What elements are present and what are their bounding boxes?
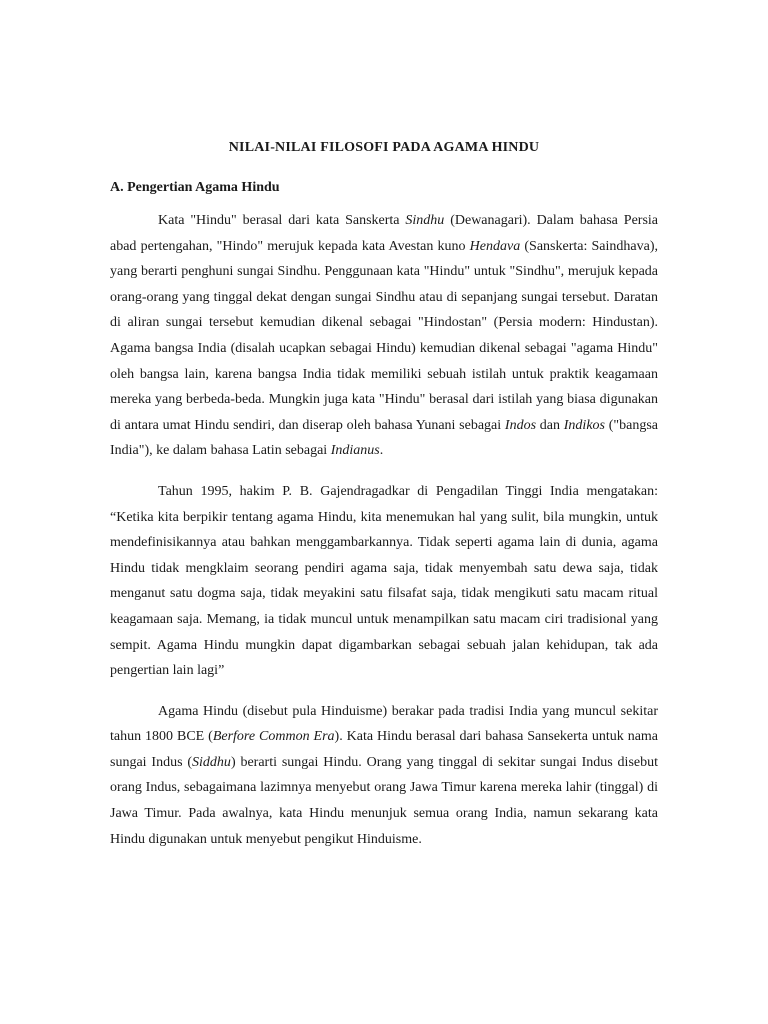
text-run: Kata "Hindu" berasal dari kata Sanskerta xyxy=(158,213,406,228)
paragraph-2 xyxy=(110,479,658,684)
text-run: ). Kata Hindu berasal dari bahasa Sansekerta untuk nama sungai Indus ( xyxy=(110,729,659,770)
paragraph-3 xyxy=(110,699,658,853)
paragraph-1 xyxy=(110,208,658,464)
italic-term: Indianus xyxy=(330,443,380,459)
text-run: dan xyxy=(536,417,564,433)
text-run: . xyxy=(379,443,384,459)
italic-term: Berfore Common Era xyxy=(212,729,335,745)
italic-term: Siddhu xyxy=(192,754,231,770)
italic-term: Sindhu xyxy=(405,213,445,228)
text-run: ("bangsa India"), ke dalam bahasa Latin sebagai xyxy=(110,417,658,459)
text-run: (Dewanagari). Dalam bahasa Persia abad pertengahan, "Hindo" merujuk kepada kata Avestan kuno xyxy=(110,213,658,254)
text-run: ) berarti sungai Hindu. Orang yang tinggal di sekitar sungai Indus disebut orang Indus, sebagaimana lazimnya menyebut orang Jawa Timur karena mereka lahir (tinggal) di Jawa Timur. Pada awalnya, kata Hindu menunjuk semua orang India, namun sekarang kata Hindu digunakan untuk menyebut pengikut Hinduisme. xyxy=(110,754,659,847)
italic-term: Hendava xyxy=(469,238,521,254)
text-run: Tahun 1995, hakim P. B. Gajendragadkar di Pengadilan Tinggi India mengatakan: “Ketika kita berpikir tentang agama Hindu, kita menemukan hal yang sulit, bila mungkin, untuk mendefinisikannya atau bahkan menggambarkannya. Tidak seperti agama lain di dunia, agama Hindu tidak mengklaim seorang pendiri agama saja, tidak menyembah satu dewa saja, tidak menganut satu dogma saja, tidak meyakini satu filsafat saja, tidak mengikuti satu macam ritual keagamaan saja. Memang, ia tidak muncul untuk menampilkan satu macam ciri tradisional yang sempit. Agama Hindu mungkin dapat digambarkan sebagai sebuah jalan kehidupan, tak ada pengertian lain lagi” xyxy=(110,483,658,679)
italic-term: Indos xyxy=(504,417,537,433)
text-run: (Sanskerta: Saindhava), yang berarti penghuni sungai Sindhu. Penggunaan kata "Hindu" untuk "Sindhu", merujuk kepada orang-orang yang tinggal dekat dengan sungai Sindhu atau di sepanjang sungai tersebut. Daratan di aliran sungai tersebut kemudian dikenal sebagai "Hindostan" (Persia modern: Hindustan). Agama bangsa India (disalah ucapkan sebagai Hindu) kemudian dikenal sebagai "agama Hindu" oleh bangsa lain, karena bangsa India tidak memiliki sebuah istilah untuk praktik keagamaan mereka yang berbeda-beda. Mungkin juga kata "Hindu" berasal dari istilah yang biasa digunakan di antara umat Hindu sendiri, dan diserap oleh bahasa Yunani sebagai xyxy=(110,238,658,433)
document-title: NILAI-NILAI FILOSOFI PADA AGAMA HINDU xyxy=(228,140,540,155)
italic-term: Indikos xyxy=(563,417,605,433)
section-heading: A. Pengertian Agama Hindu xyxy=(110,180,280,195)
text-run: Agama Hindu (disebut pula Hinduisme) berakar pada tradisi India yang muncul sekitar tahun 1800 BCE ( xyxy=(110,703,658,745)
